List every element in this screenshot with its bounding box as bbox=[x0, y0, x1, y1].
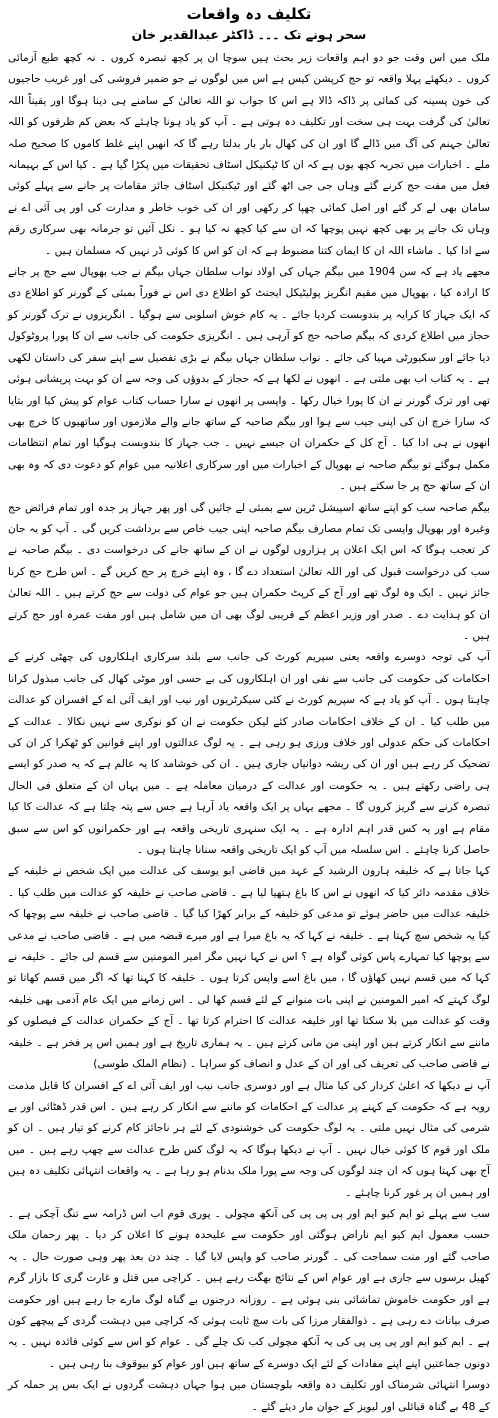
article-paragraph: بیگم صاحبہ سب کو اپنے ساتھ اسپیشل ٹرین سے بمبئی لے جائیں گی اور پھر جہاز پر جدہ اور تمام فرائض حج وغیرہ اور بھوپال واپسی تک تمام مصارف بیگم صاحبہ اپنی جیب خاص سے برداشت کریں گی ۔ آپ کو یہ جان کر تعجب ہوگا کہ اس ایک اعلان پر ہزاروں لوگوں نے ان کے ساتھ جانے کی درخواست دی ۔ بیگم صاحبہ نے سب کی درخواست قبول کی اور اللہ تعالیٰ استعداد دے گا ، وہ اپنے خرچ پر حج کریں گے ۔ اس طرح حج کرنا جائز نہیں ۔ ایک وہ لوگ تھے اور آج کے کرپٹ حکمران ہیں جو عوام کی دولت سے حج کرتے ہیں ۔ اللہ تعالیٰ ان کو ہدایت دے ۔ صدر اور وزیر اعظم کے قریبی لوگ بھی ان میں شامل ہیں اور مفت عمرہ اور حج کرتے ہیں ۔ bbox=[8, 501, 490, 642]
article-paragraph: دوسرا انتہائی شرمناک اور تکلیف دہ واقعہ بلوچستان میں ہوا جہاں دہشت گردوں نے ایک بس پر حملہ کر کے 48 بے گناہ قبائلی اور لیویز کے جوان مار دیئے گئے ۔ bbox=[8, 1379, 490, 1413]
article-paragraph: سب سے پہلے تو ایم کیو ایم اور پی پی پی کی آنکھ مچولی ۔ پوری قوم اب اس ڈرامہ سے تنگ آچکی ہے ۔ حسب معمول ایم کیو ایم ناراض ہوگئی اور حکومت سے علیحدہ ہونے کا اعلان کر دیا ۔ پھر رحمان ملک صاحب گئے اور منت سماجت کی ۔ گورنر صاحب کو واپس لایا گیا ۔ چند دن بعد پھر وہی صورت حال ۔ یہ کھیل برسوں سے جاری ہے اور عوام اس کے نتائج بھگت رہے ہیں ۔ کراچی میں قتل و غارت گری کا بازار گرم ہے اور حکومت خاموش تماشائی بنی ہوئی ہے ۔ روزانہ درجنوں بے گناہ لوگ مارے جا رہے ہیں اور حکومت صرف بیانات دے رہی ہے ۔ ذوالفقار مرزا کی بات سچ ثابت ہوئی کہ کراچی میں دہشت گردی کے پیچھے کون ہے ۔ ایم کیو ایم اور پی پی پی کی یہ آنکھ مچولی کب تک چلے گی ۔ عوام کو اس سے کوئی فائدہ نہیں ۔ یہ دونوں جماعتیں اپنے اپنے مفادات کے لئے ایک دوسرے کے ساتھ ہیں اور عوام کو بیوقوف بنا رہی ہیں ۔ bbox=[8, 1207, 490, 1370]
article-title: تکلیف دہ واقعات bbox=[186, 5, 312, 23]
article-paragraph: آپ نے دیکھا کہ اعلیٰ کردار کی کیا مثال ہے اور دوسری جانب نیب اور ایف آئی اے کے افسران کا قابل مذمت رویہ ہے کہ حکومت کے کہنے پر عدالت کے احکامات کو ماننے سے انکار کر رہے ہیں ۔ اس قدر ڈھٹائی اور بے شرمی کی مثال نہیں ملتی ۔ یہ لوگ حکومت کی خوشنودی کے لئے ہر ناجائز کام کرنے کو تیار ہیں ۔ ان کو ملک اور قوم کا کوئی خیال نہیں ۔ آپ نے دیکھا ہوگا کہ یہ لوگ کس طرح عدالت سے چھپ رہے ہیں ۔ میں آج بھی کہتا ہوں کہ ان چند لوگوں کی وجہ سے پورا ملک بدنام ہو رہا ہے ۔ یہ واقعات انتہائی تکلیف دہ ہیں اور ہمیں ان پر غور کرنا چاہئے ۔ bbox=[8, 1079, 490, 1199]
article-paragraph: ملک میں اس وقت جو دو اہم واقعات زیر بحث ہیں سوچا ان پر کچھ تبصرہ کروں ۔ نہ کچھ طبع آزمائی کروں ۔ دیکھئے پہلا واقعہ تو حج کرپشن کیس ہے اس میں لوگوں نے جو ضمیر فروشی کی اور غریب حاجیوں کی خون پسینہ کی کمائی پر ڈاکہ ڈالا ہے اس کا جواب تو اللہ تعالیٰ کے سامنے ہی دینا ہوگا اور یقیناً اللہ تعالیٰ کی گرفت بہت ہی سخت اور تکلیف دہ ہوتی ہے ۔ آپ کو یاد ہونا چاہئے کہ بعض کم ظرفوں کو اللہ تعالیٰ جہنم کی آگ میں ڈالے گا اور ان کی کھال بار بار بدلتا رہے گا کہ انھیں اپنے غلط کاموں کا صحیح صلہ ملے ۔ اخبارات میں تجربہ کچھ یوں ہے کہ ان کا ٹیکنیکل اسٹاف تحقیقات میں پکڑا گیا ہے ۔ کیا اس کے بہیمانہ فعل میں مفت حج کرنے گئے وہاں جی جی اٹھ گئے اور ٹیکنیکل اسٹاف جائز مقامات پر جانے سے پہلے کوئی سامان بھی لے کر گئے اور اصل کمائی چھپا کر رکھی اور ان کی خوب خاطر و مدارت کی اور پی آئی اے نے وہاں تک جانے پر بھی کچھ نہیں پوچھا کہ ان سے کیا کچھ نہ کیا ہو ۔ نکل آئیں تو جرمانہ بھی سرکاری رقم سے ادا کیا ۔ ماشاء اللہ ان کا ایمان کتنا مضبوط ہے کہ ان کو اس کا کوئی ڈر نہیں کہ مسلمان ہیں ۔ bbox=[8, 52, 490, 257]
article-quote-paragraph: کہا جاتا ہے کہ خلیفہ ہارون الرشید کے عہد میں قاضی ابو یوسف کی عدالت میں ایک شخص نے خلیفہ کے خلاف مقدمہ دائر کیا کہ انھوں نے اس کا باغ ہتھیا لیا ہے ۔ قاضی صاحب نے خلیفہ کو عدالت میں طلب کیا ۔ خلیفہ عدالت میں حاضر ہوئے تو مدعی کو خلیفہ کے برابر کھڑا کیا گیا ۔ قاضی صاحب نے خلیفہ سے پوچھا کہ کیا یہ شخص سچ کہتا ہے ۔ خلیفہ نے کہا کہ یہ باغ میرا ہے اور میرے قبضہ میں ہے ۔ قاضی صاحب نے مدعی سے پوچھا کیا تمہارے پاس کوئی گواہ ہے ؟ اس نے کہا نہیں مگر امیر المومنین سے قسم لی جائے ۔ خلیفہ نے کہا کہ میں قسم نہیں کھاؤں گا ، میں باغ اسے واپس کرتا ہوں ۔ خلیفہ کا کہنا تھا کہ اگر میں قسم کھاتا تو لوگ کہتے کہ امیر المومنین نے اپنی بات منوانے کے لئے قسم کھا لی ۔ اس زمانے میں ایک عام آدمی بھی خلیفہ وقت کو عدالت میں بلا سکتا تھا اور خلیفہ عدالت کا احترام کرتا تھا ۔ آج کے حکمران عدالت کے فیصلوں کو ماننے سے انکار کرتے ہیں اور اپنی من مانی کرتے ہیں ۔ یہ ہماری تاریخ ہے اور ہمیں اس پر فخر ہے ۔ خلیفہ نے قاضی صاحب کی تعریف کی اور ان کے عدل و انصاف کو سراہا ۔ (نظام الملک طوسی) bbox=[8, 865, 490, 1071]
article-paragraph: مجھے یاد ہے کہ سن 1904 میں بیگم جہاں کی اولاد نواب سلطان جہاں بیگم نے جب بھوپال سے حج پر جانے کا ارادہ کیا ، بھوپال میں مقیم انگریز پولیٹیکل ایجنٹ کو اطلاع دی اس نے فوراً بمبئی کے گورنر کو اطلاع دی کہ ایک جہاز کا کرایہ پر بندوبست کردیا جائے ۔ یہ کام خوش اسلوبی سے ہوگیا ۔ انگریزوں نے ترک گورنر کو حجاز میں اطلاع کردی کہ بیگم صاحبہ حج کو آرہی ہیں ۔ انگریزی حکومت کی جانب سے ان کا پورا پروٹوکول دیا جائے اور سکیورٹی مہیا کی جائے ۔ نواب سلطان جہاں بیگم نے بڑی تفصیل سے اپنے سفر کی داستان لکھی ہے ۔ یہ کتاب اب بھی ملتی ہے ۔ انھوں نے لکھا ہے کہ حجاز کے بدوؤں کی وجہ سے ان کو بہت پریشانی ہوئی تھی اور ترک گورنر نے ان کا پورا خیال رکھا ۔ واپسی پر انھوں نے سارا حساب کتاب عوام کو پیش کیا اور بتایا کہ سارا خرچ ان کی اپنی جیب سے ہوا اور بیگم صاحبہ کے ساتھ جانے والے ملازموں اور ساتھیوں کا خرچ بھی انھوں نے ہی ادا کیا ۔ آج کل کے حکمران ان جیسے نہیں ۔ جب جہاز کا بندوبست ہوگیا اور تمام انتظامات مکمل ہوگئے تو بیگم صاحبہ نے بھوپال کے اخبارات میں اور سرکاری اعلانیہ میں عوام کو دعوت دی کہ وہ بھی ان کے ساتھ حج پر جا سکتے ہیں ۔ bbox=[8, 266, 490, 493]
article-byline: سحر ہونے تک ۔۔۔ ڈاکٹر عبدالقدیر خان bbox=[131, 27, 367, 42]
article-paragraph: آپ کی توجہ دوسرے واقعہ یعنی سپریم کورٹ کی جانب سے بلند سرکاری اہلکاروں کی چھٹی کرنے کے احکامات کی حکومت کی جانب سے نفی اور ان اہلکاروں کی بے حسی اور موٹی کھال کی جانب مبذول کرانا چاہتا ہوں ۔ آپ کو یاد ہے کہ سپریم کورٹ نے کئی سیکرٹریوں اور نیب اور ایف آئی اے کے افسران کو عدالت میں طلب کیا ۔ ان کے خلاف احکامات صادر کئے لیکن حکومت نے ان کو نوکری سے نہیں نکالا ۔ عدالت کے احکامات کی حکم عدولی اور خلاف ورزی ہو رہی ہے ۔ یہ لوگ عدالتوں اور اپنے قوانین کو ٹھکرا کر ان کی تضحیک کر رہے ہیں اور ان کی ریشہ دوانیاں جاری ہیں ۔ ان کی خوشامد کا یہ عالم ہے کہ یہ صدر کو ایسے ہی راضی رکھتے ہیں ۔ یہ حکومت اور عدالت کے درمیان معاملہ ہے ۔ میں یہاں ان کے متعلق فی الحال تبصرہ کرنے سے گریز کروں گا ۔ مجھے یہاں پر ایک واقعہ یاد آرہا ہے جس سے پتہ چلتا ہے کہ عدالت کا کیا مقام ہے اور یہ کس قدر اہم ادارہ ہے ۔ یہ ایک سنہری تاریخی واقعہ ہے اور حکمرانوں کو اس سے سبق حاصل کرنا چاہئے ۔ اس سلسلہ میں آپ کو ایک تاریخی واقعہ سنانا چاہتا ہوں ۔ bbox=[8, 651, 490, 857]
